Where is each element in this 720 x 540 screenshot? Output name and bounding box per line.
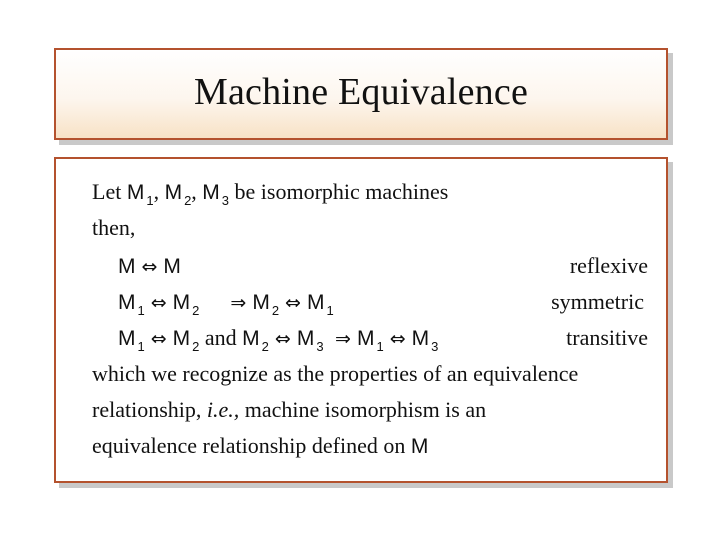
line2-rest: machine isomorphism is an: [244, 397, 487, 422]
iff-symbol: ⇔: [389, 328, 406, 350]
conclusion-line-2: [92, 397, 486, 423]
sub-1: 1: [146, 193, 154, 208]
machine-m3: M: [202, 181, 220, 204]
and-word: and: [204, 325, 237, 350]
slide-title: Machine Equivalence: [193, 71, 529, 113]
symmetric-expression: [118, 289, 334, 318]
sub-3: 3: [316, 339, 324, 354]
sub-2: 2: [261, 339, 269, 354]
machine-m3: M: [296, 327, 315, 350]
sub-2: 2: [184, 193, 192, 208]
transitive-expression: [118, 325, 439, 354]
ie-abbrev: i.e.,: [206, 397, 240, 422]
machine-m1: M: [126, 181, 145, 204]
conclusion-line-1: which we recognize as the properties of an equivalence: [92, 361, 579, 386]
conclusion-line-3: [92, 433, 428, 459]
sub-2: 2: [192, 303, 200, 318]
sub-2: 2: [192, 339, 200, 354]
sub-1: 1: [137, 339, 145, 354]
machine-m1: M: [306, 291, 325, 314]
intro-rest: be isomorphic machines: [234, 179, 449, 204]
intro-line: [92, 179, 449, 208]
comma: ,: [153, 179, 160, 204]
machine-m3: M: [411, 327, 430, 350]
reflexive-expression: [118, 253, 181, 279]
machine-m2: M: [172, 291, 191, 314]
machine-m: M: [118, 255, 136, 278]
machine-m2: M: [252, 291, 270, 314]
machine-m: M: [410, 435, 429, 458]
sub-1: 1: [376, 339, 384, 354]
iff-symbol: ⇔: [150, 292, 167, 314]
sub-3: 3: [221, 193, 230, 208]
content-box: [54, 157, 668, 483]
sub-3: 3: [431, 339, 439, 354]
let-word: Let: [92, 179, 122, 204]
machine-m1: M: [118, 327, 136, 350]
machine-m2: M: [172, 327, 191, 350]
iff-symbol: ⇔: [285, 292, 301, 314]
then-line: then,: [92, 215, 136, 240]
implies-symbol: ⇒: [230, 292, 247, 314]
machine-m: M: [163, 255, 181, 278]
relationship-word: relationship,: [92, 397, 202, 422]
title-box: [54, 48, 668, 140]
machine-m2: M: [242, 327, 260, 350]
iff-symbol: ⇔: [150, 328, 167, 350]
iff-symbol: ⇔: [141, 256, 158, 278]
symmetric-label: symmetric: [551, 289, 644, 314]
reflexive-label: reflexive: [569, 253, 648, 278]
sub-1: 1: [137, 303, 145, 318]
implies-symbol: ⇒: [335, 328, 351, 350]
sub-2: 2: [271, 303, 280, 318]
sub-1: 1: [326, 303, 334, 318]
line3-text: equivalence relationship defined on: [92, 433, 406, 458]
transitive-label: transitive: [566, 325, 648, 350]
iff-symbol: ⇔: [274, 328, 291, 350]
machine-m2: M: [164, 181, 183, 204]
machine-m1: M: [356, 327, 375, 350]
comma: ,: [191, 179, 197, 204]
machine-m1: M: [118, 291, 136, 314]
